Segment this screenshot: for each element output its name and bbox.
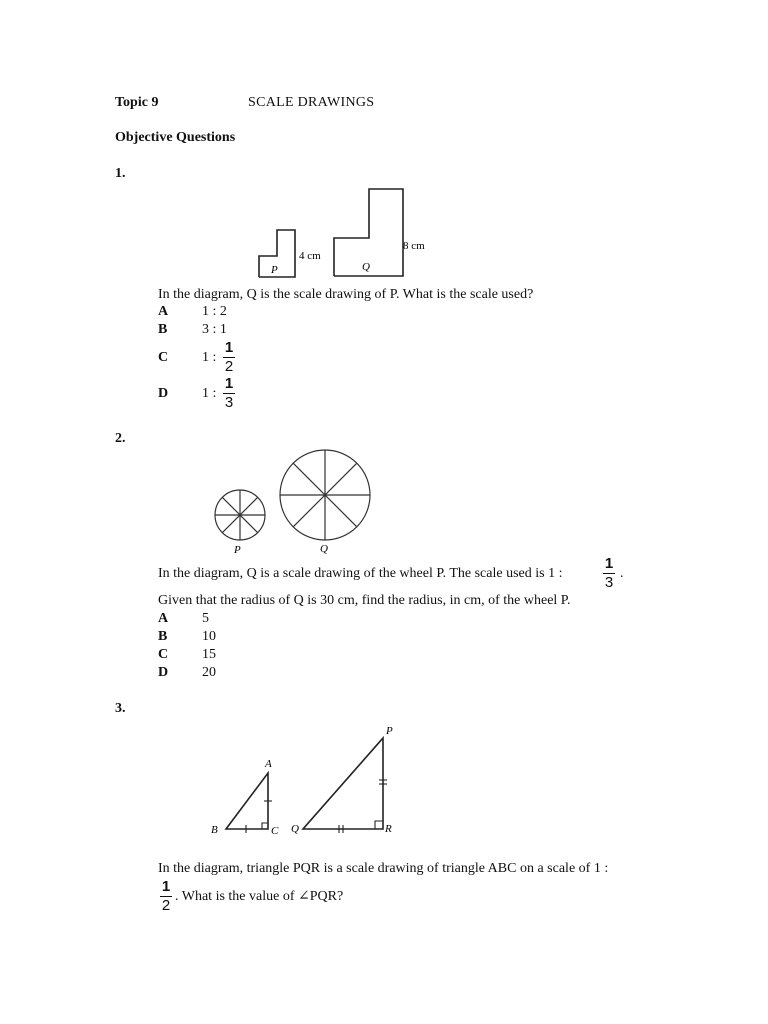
label-wheel-q: Q <box>320 543 328 555</box>
right-angle-r <box>375 821 383 829</box>
q2-number: 2. <box>115 431 126 446</box>
fraction-denominator: 2 <box>161 897 171 914</box>
label-q: Q <box>362 261 370 273</box>
section-title: Objective Questions <box>115 130 236 145</box>
q1-option-c-prefix: 1 : <box>202 350 217 365</box>
q2-option-b-letter: B <box>158 629 168 644</box>
q1-option-a-text: 1 : 2 <box>202 304 227 319</box>
q2-option-b-text: 10 <box>202 629 216 644</box>
triangle-abc <box>226 773 268 829</box>
fraction-denominator: 3 <box>224 394 234 411</box>
fraction-denominator: 2 <box>224 358 234 375</box>
q3-scale-fraction <box>160 879 172 913</box>
page-title: SCALE DRAWINGS <box>248 95 375 110</box>
label-c: C <box>271 825 279 837</box>
label-q: Q <box>291 823 299 835</box>
label-p-dim: 4 cm <box>299 250 321 262</box>
fraction-numerator: 1 <box>604 555 614 572</box>
right-angle-c <box>262 823 268 829</box>
q2-question-period: . <box>620 566 624 581</box>
fraction-numerator: 1 <box>224 375 234 392</box>
fraction-denominator: 3 <box>604 574 614 591</box>
q3-question-line2: . What is the value of ∠PQR? <box>175 889 344 904</box>
q1-option-d-prefix: 1 : <box>202 386 217 401</box>
q3-question-line1: In the diagram, triangle PQR is a scale drawing of triangle ABC on a scale of 1 : <box>158 861 609 876</box>
q1-number: 1. <box>115 166 126 181</box>
label-p: P <box>271 264 278 276</box>
q1-question: In the diagram, Q is the scale drawing of P. What is the scale used? <box>158 287 534 302</box>
q2-question-line1: In the diagram, Q is a scale drawing of the wheel P. The scale used is 1 : <box>158 566 563 581</box>
topic-label: Topic 9 <box>115 95 159 110</box>
fraction-numerator: 1 <box>161 878 171 895</box>
label-a: A <box>265 758 272 770</box>
label-q-dim: 8 cm <box>403 240 425 252</box>
label-r: R <box>385 823 392 835</box>
q2-option-d-letter: D <box>158 665 169 680</box>
q1-option-a-letter: A <box>158 304 169 319</box>
q2-option-c-letter: C <box>158 647 169 662</box>
q2-option-d-text: 20 <box>202 665 216 680</box>
label-p: P <box>386 725 393 737</box>
q2-option-a-letter: A <box>158 611 169 626</box>
q3-number: 3. <box>115 701 126 716</box>
label-wheel-p: P <box>234 544 241 556</box>
q2-option-c-text: 15 <box>202 647 216 662</box>
q1-option-d-letter: D <box>158 386 169 401</box>
q2-option-a-text: 5 <box>202 611 209 626</box>
q2-question-line2: Given that the radius of Q is 30 cm, find the radius, in cm, of the wheel P. <box>158 593 571 608</box>
q1-option-b-text: 3 : 1 <box>202 322 227 337</box>
label-b: B <box>211 824 218 836</box>
triangle-pqr <box>303 738 383 829</box>
q1-option-c-letter: C <box>158 350 169 365</box>
q1-option-b-letter: B <box>158 322 168 337</box>
fraction-numerator: 1 <box>224 339 234 356</box>
